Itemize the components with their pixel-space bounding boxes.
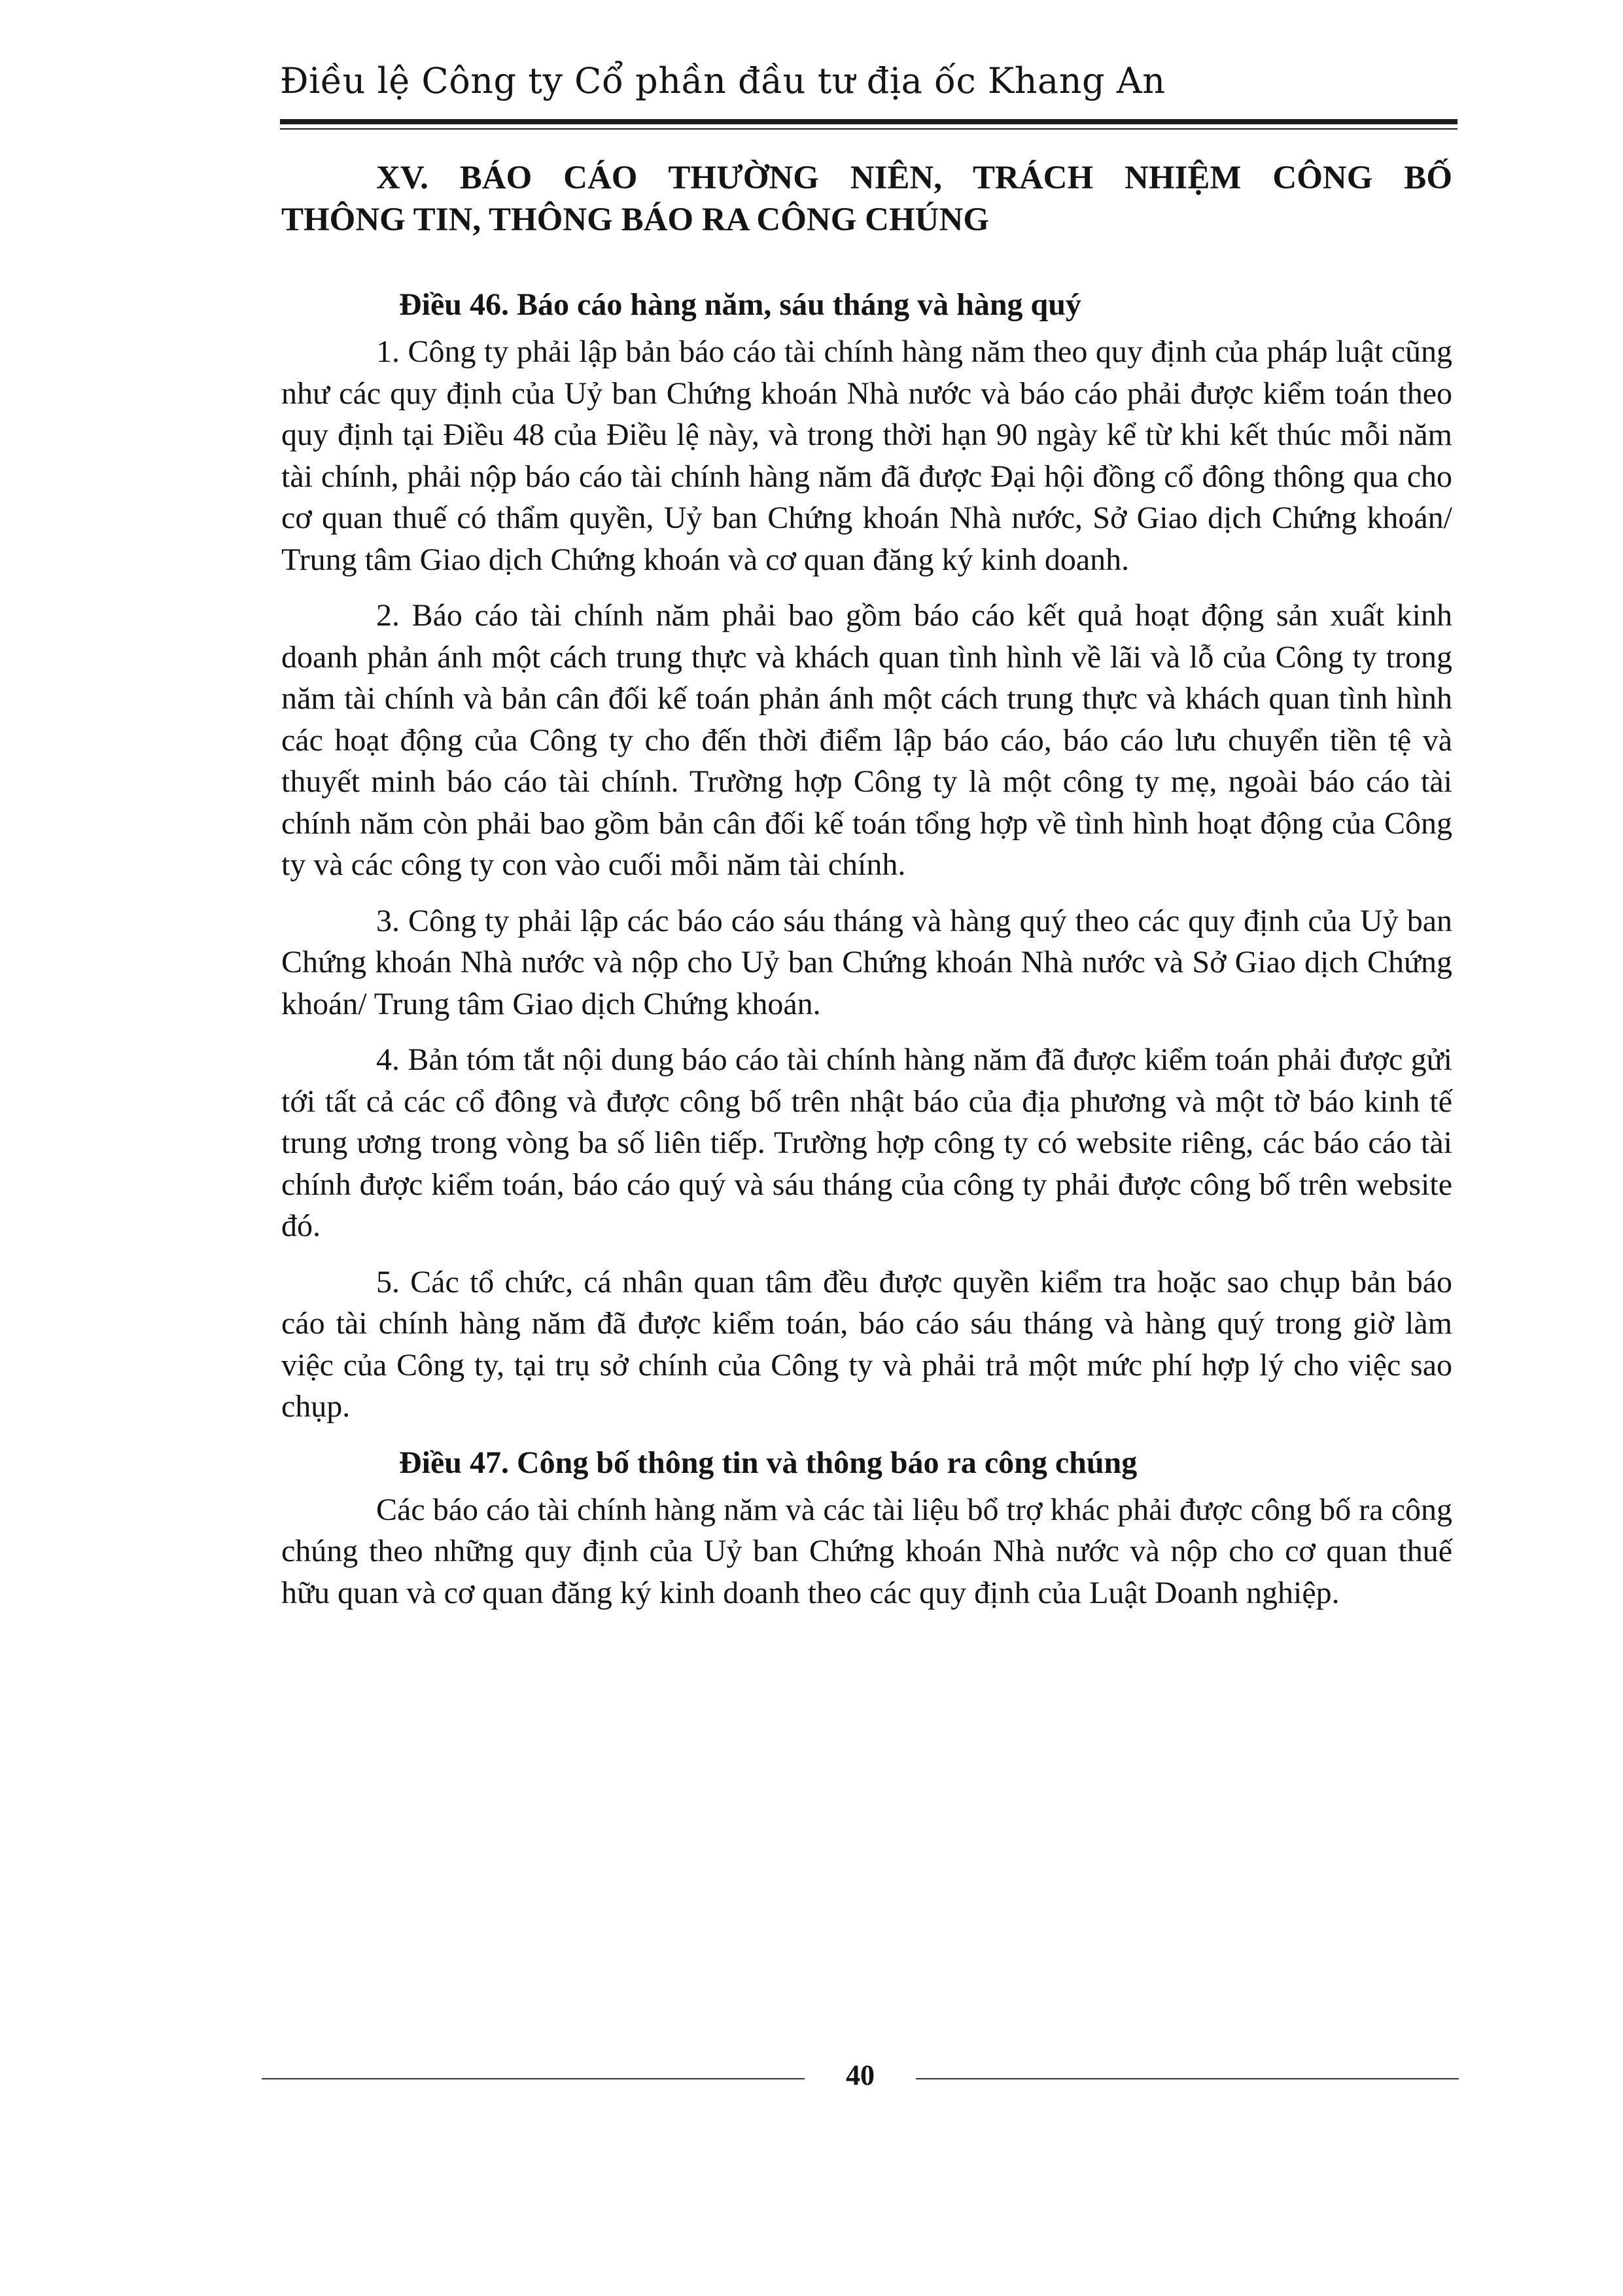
- article-47-title: Điều 47. Công bố thông tin và thông báo ra công chúng: [399, 1445, 1138, 1480]
- section-title: [281, 157, 1452, 241]
- footer-rule-left: [262, 2078, 805, 2079]
- article-46-title: Điều 46. Báo cáo hàng năm, sáu tháng và hàng quý: [399, 287, 1081, 322]
- article-46-paragraph-4: 4. Bản tóm tắt nội dung báo cáo tài chính hàng năm đã được kiểm toán phải được gửi tới tất cả các cổ đông và được công bố trên nhật báo của địa phương và một tờ báo kinh tế trung ương trong vòng ba số liên tiếp. Trường hợp công ty có website riêng, các báo cáo tài chính được kiểm toán, báo cáo quý và sáu tháng của công ty phải được công bố trên website đó.: [281, 1042, 1452, 1243]
- article-46-paragraph-1: 1. Công ty phải lập bản báo cáo tài chính hàng năm theo quy định của pháp luật cũng như các quy định của Uỷ ban Chứng khoán Nhà nước và báo cáo phải được kiểm toán theo quy định tại Điều 48 của Điều lệ này, và trong thời hạn 90 ngày kể từ khi kết thúc mỗi năm tài chính, phải nộp báo cáo tài chính hàng năm đã được Đại hội đồng cổ đông thông qua cho cơ quan thuế có thẩm quyền, Uỷ ban Chứng khoán Nhà nước, Sở Giao dịch Chứng khoán/ Trung tâm Giao dịch Chứng khoán và cơ quan đăng ký kinh doanh.: [281, 334, 1452, 577]
- article-46-paragraph-2: 2. Báo cáo tài chính năm phải bao gồm báo cáo kết quả hoạt động sản xuất kinh doanh phản ánh một cách trung thực và khách quan tình hình về lãi và lỗ của Công ty trong năm tài chính và bản cân đối kế toán phản ánh một cách trung thực và khách quan tình hình các hoạt động của Công ty cho đến thời điểm lập báo cáo, báo cáo lưu chuyển tiền tệ và thuyết minh báo cáo tài chính. Trường hợp Công ty là một công ty mẹ, ngoài báo cáo tài chính năm còn phải bao gồm bản cân đối kế toán tổng hợp về tình hình hoạt động của Công ty và các công ty con vào cuối mỗi năm tài chính.: [281, 598, 1452, 882]
- header-rule-thick: [280, 119, 1457, 124]
- article-47-paragraph-1: Các báo cáo tài chính hàng năm và các tài liệu bổ trợ khác phải được công bố ra công chúng theo những quy định của Uỷ ban Chứng khoán Nhà nước và nộp cho cơ quan thuế hữu quan và cơ quan đăng ký kinh doanh theo các quy định của Luật Doanh nghiệp.: [281, 1492, 1452, 1610]
- page-content: [281, 157, 1452, 1628]
- document-header-title: Điều lệ Công ty Cổ phần đầu tư địa ốc Khang An: [280, 60, 1166, 101]
- article-46-paragraph-5: 5. Các tổ chức, cá nhân quan tâm đều được quyền kiểm tra hoặc sao chụp bản báo cáo tài chính hàng năm đã được kiểm toán, báo cáo sáu tháng và hàng quý trong giờ làm việc của Công ty, tại trụ sở chính của Công ty và phải trả một mức phí hợp lý cho việc sao chụp.: [281, 1264, 1452, 1424]
- footer-rule-right: [916, 2078, 1459, 2079]
- page-number: 40: [846, 2059, 875, 2091]
- page-footer: [262, 2055, 1459, 2094]
- article-46-paragraph-3: 3. Công ty phải lập các báo cáo sáu tháng và hàng quý theo các quy định của Uỷ ban Chứng khoán Nhà nước và nộp cho Uỷ ban Chứng khoán Nhà nước và Sở Giao dịch Chứng khoán/ Trung tâm Giao dịch Chứng khoán.: [281, 903, 1452, 1021]
- section-title-line-2: THÔNG TIN, THÔNG BÁO RA CÔNG CHÚNG: [281, 202, 990, 238]
- section-title-line-1: XV. BÁO CÁO THƯỜNG NIÊN, TRÁCH NHIỆM CÔNG BỐ: [376, 160, 1452, 196]
- header-rule-thin: [280, 128, 1457, 130]
